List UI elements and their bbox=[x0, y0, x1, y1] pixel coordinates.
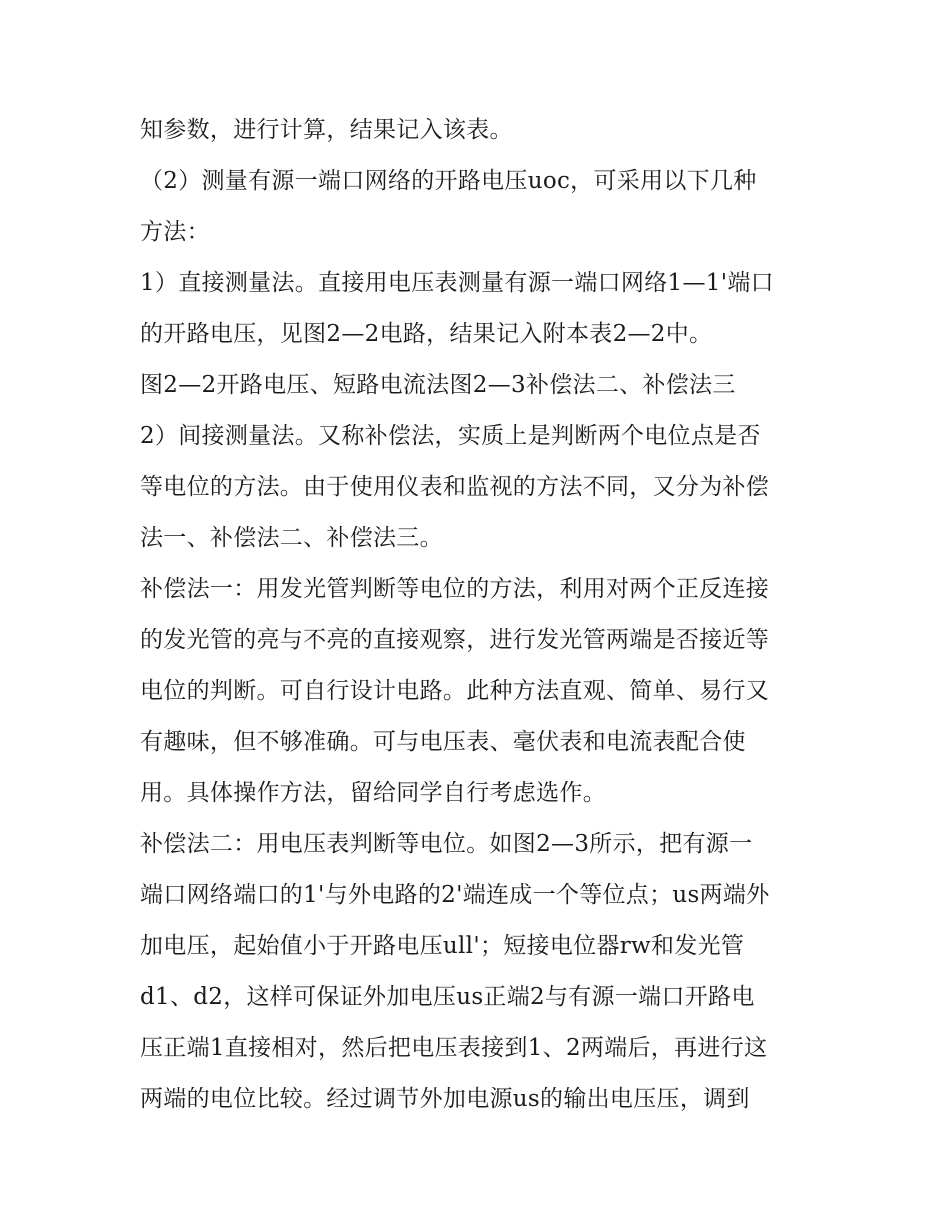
text-line: d1、d2，这样可保证外加电压us正端2与有源一端口开路电 bbox=[140, 984, 755, 1010]
text-line: （2）测量有源一端口网络的开路电压uoc，可采用以下几种 bbox=[140, 168, 757, 194]
text-line: 压正端1直接相对，然后把电压表接到1、2两端后，再进行这 bbox=[140, 1035, 768, 1061]
text-line: 法一、补偿法二、补偿法三。 bbox=[140, 525, 443, 551]
text-line: 电位的判断。可自行设计电路。此种方法直观、简单、易行又 bbox=[140, 678, 770, 704]
text-line: 有趣味，但不够准确。可与电压表、毫伏表和电流表配合使 bbox=[140, 729, 746, 755]
text-line: 知参数，进行计算，结果记入该表。 bbox=[140, 117, 513, 143]
text-line: 补偿法二：用电压表判断等电位。如图2—3所示，把有源一 bbox=[140, 831, 753, 857]
text-line: 1）直接测量法。直接用电压表测量有源一端口网络1—1'端口 bbox=[140, 270, 774, 296]
text-line: 加电压，起始值小于开路电压ull'；短接电位器rw和发光管 bbox=[140, 933, 745, 959]
text-line: 用。具体操作方法，留给同学自行考虑选作。 bbox=[140, 780, 606, 806]
text-line: 补偿法一：用发光管判断等电位的方法，利用对两个正反连接 bbox=[140, 576, 770, 602]
text-line: 等电位的方法。由于使用仪表和监视的方法不同，又分为补偿 bbox=[140, 474, 770, 500]
text-line: 的发光管的亮与不亮的直接观察，进行发光管两端是否接近等 bbox=[140, 627, 770, 653]
text-line: 的开路电压，见图2—2电路，结果记入附本表2—2中。 bbox=[140, 321, 713, 347]
document-body bbox=[140, 105, 820, 1125]
text-line: 两端的电位比较。经过调节外加电源us的输出电压压，调到 bbox=[140, 1086, 750, 1112]
text-line: 图2—2开路电压、短路电流法图2—3补偿法二、补偿法三 bbox=[140, 372, 736, 398]
text-line: 端口网络端口的1'与外电路的2'端连成一个等位点；us两端外 bbox=[140, 882, 770, 908]
text-line: 方法： bbox=[140, 219, 210, 245]
text-line: 2）间接测量法。又称补偿法，实质上是判断两个电位点是否 bbox=[140, 423, 761, 449]
